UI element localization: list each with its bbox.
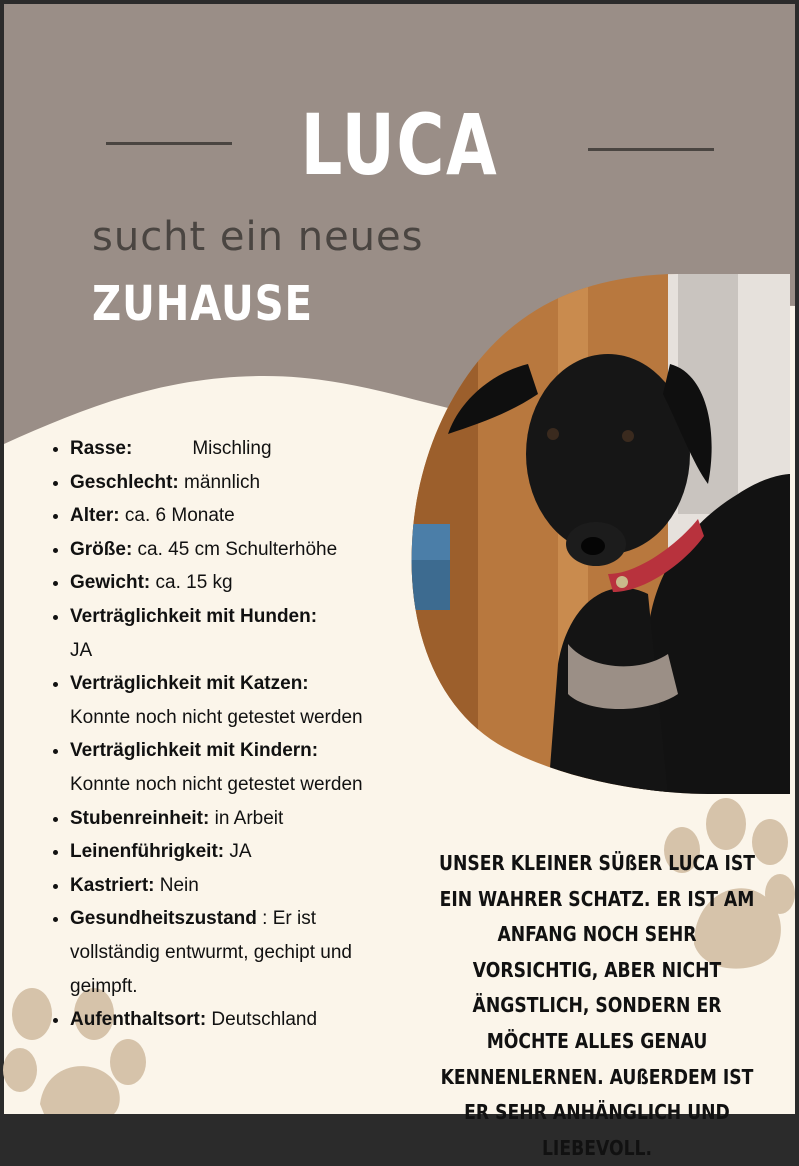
list-item xyxy=(70,1003,400,1037)
fact-label: Alter: xyxy=(70,505,120,527)
fact-label: Geschlecht: xyxy=(70,471,179,493)
fact-value: JA xyxy=(224,841,252,863)
fact-label: Kastriert: xyxy=(70,874,155,896)
list-item xyxy=(70,667,400,734)
fact-value: ca. 15 kg xyxy=(150,572,233,594)
fact-label: Gewicht: xyxy=(70,572,151,594)
flyer-page xyxy=(4,4,795,1160)
list-item xyxy=(70,533,400,567)
fact-label: Verträglichkeit mit Katzen: xyxy=(70,673,309,695)
subtitle-home: ZUHAUSE xyxy=(92,276,313,332)
fact-value: : Er ist vollständig entwurmt, gechipt und geimpft. xyxy=(70,908,352,997)
description-text: UNSER KLEINER SÜßER LUCA IST EIN WAHRER SCHATZ. ER IST AM ANFANG NOCH SEHR VORSICHTIG, ABER NICHT ÄNGSTLICH, SONDERN ER MÖCHTE ALLES GENAU KENNENLERNEN. AUßERDEM IST ER SEHR ANHÄNGLICH UND LIEBEVOLL. xyxy=(438,851,755,1160)
list-item xyxy=(70,802,400,836)
fact-label: Verträglichkeit mit Hunden: xyxy=(70,605,318,627)
fact-value: männlich xyxy=(178,471,261,493)
fact-label: Größe: xyxy=(70,538,133,560)
fact-label: Verträglichkeit mit Kindern: xyxy=(70,740,319,762)
fact-value: Deutschland xyxy=(206,1009,318,1031)
dog-photo xyxy=(408,274,790,794)
list-item xyxy=(70,600,400,667)
fact-value: Konnte noch nicht getestet werden xyxy=(70,773,363,795)
dog-name-title: LUCA xyxy=(300,96,499,194)
subtitle-line: sucht ein neues xyxy=(92,214,424,260)
list-item xyxy=(70,566,400,600)
fact-label: Gesundheitszustand xyxy=(70,908,257,930)
list-item xyxy=(70,432,400,466)
fact-label: Aufenthaltsort: xyxy=(70,1009,207,1031)
fact-label: Leinenführigkeit: xyxy=(70,841,225,863)
fact-label: Rasse: xyxy=(70,438,133,459)
fact-label: Stubenreinheit: xyxy=(70,807,210,829)
fact-value: ca. 45 cm Schulterhöhe xyxy=(132,538,338,560)
fact-value: Mischling xyxy=(192,438,272,459)
fact-value: in Arbeit xyxy=(209,807,284,829)
list-item xyxy=(70,869,400,903)
fact-value: ca. 6 Monate xyxy=(119,505,235,527)
list-item xyxy=(70,466,400,500)
facts-list xyxy=(48,432,400,1037)
list-item xyxy=(70,902,400,1003)
list-item xyxy=(70,499,400,533)
fact-value: Konnte noch nicht getestet werden xyxy=(70,706,363,728)
list-item xyxy=(70,835,400,869)
fact-value: JA xyxy=(70,639,93,661)
list-item xyxy=(70,734,400,801)
fact-value: Nein xyxy=(154,874,199,896)
